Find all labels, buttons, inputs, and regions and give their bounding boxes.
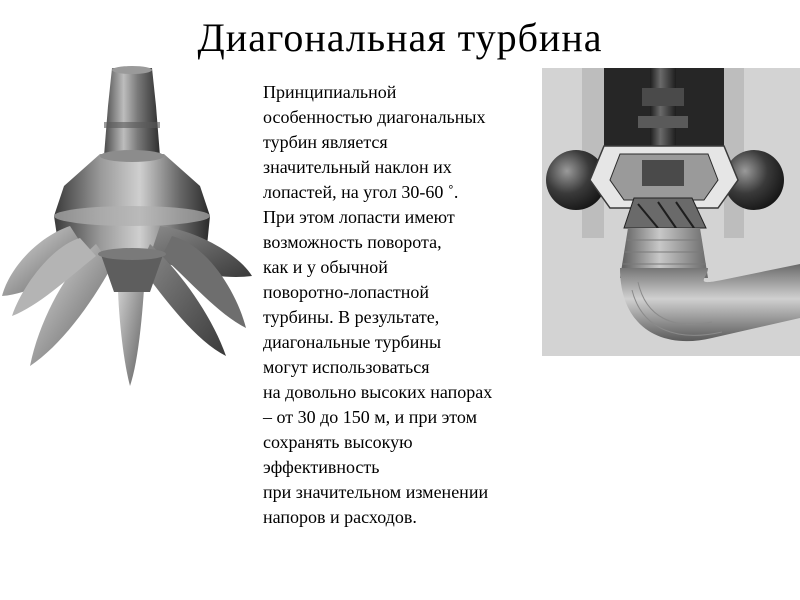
body-line: эффективность: [263, 457, 380, 477]
body-line: сохранять высокую: [263, 432, 413, 452]
body-line: – от 30 до 150 м, и при этом: [263, 407, 477, 427]
body-line: поворотно-лопастной: [263, 282, 429, 302]
body-line: турбин является: [263, 132, 388, 152]
body-line: При этом лопасти имеют: [263, 207, 455, 227]
slide-body-text: [263, 80, 563, 530]
turbine-section-icon: [542, 68, 800, 356]
body-line: возможность поворота,: [263, 232, 442, 252]
body-line: как и у обычной: [263, 257, 388, 277]
body-line: Принципиальной: [263, 82, 397, 102]
body-line: диагональные турбины: [263, 332, 442, 352]
body-line: на довольно высоких напорах: [263, 382, 493, 402]
turbine-runner-figure: [0, 66, 258, 386]
body-line: при значительном изменении: [263, 482, 489, 502]
slide-title: Диагональная турбина: [197, 15, 603, 60]
body-line: могут использоваться: [263, 357, 430, 377]
turbine-section-figure: [542, 68, 800, 356]
body-line: турбины. В результате,: [263, 307, 440, 327]
body-line: лопастей, на угол 30-60 ˚.: [263, 182, 459, 202]
body-line: особенностью диагональных: [263, 107, 486, 127]
body-line: значительный наклон их: [263, 157, 452, 177]
turbine-runner-icon: [0, 66, 258, 386]
body-line: напоров и расходов.: [263, 507, 417, 527]
